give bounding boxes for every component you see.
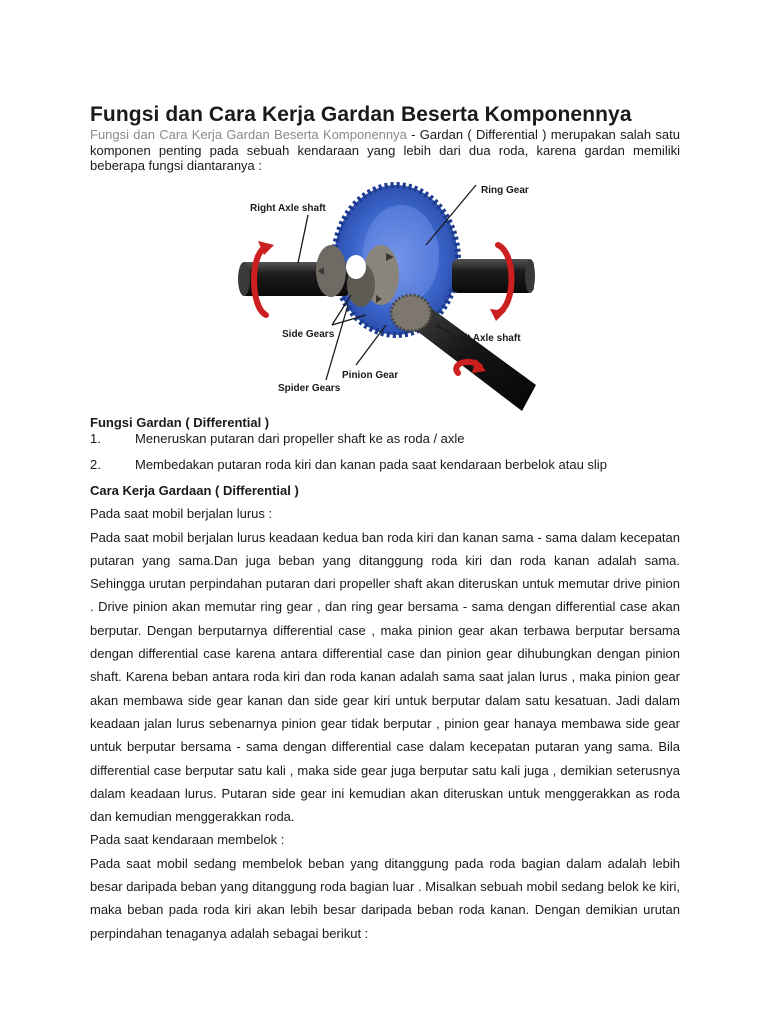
differential-diagram — [236, 175, 536, 418]
left-axle-shaft-shape — [452, 259, 535, 293]
label-left-axle-shaft: Left Axle shaft — [452, 333, 521, 344]
label-spider-gears: Spider Gears — [278, 383, 341, 394]
list-item-number: 2. — [90, 457, 101, 472]
pinion-shaft-shape — [391, 295, 536, 411]
straight-paragraph: Pada saat mobil berjalan lurus keadaan kedua ban roda kiri dan kanan sama - sama dalam kecepatan putaran yang sama.Dan juga beban yang ditanggung roda kiri dan roda kanan adalah sama. Sehingga urutan perpindahan putaran dari propeller shaft akan diteruskan untuk memutar drive pinion . Drive pinion akan memutar ring gear , dan ring gear bersama - sama dengan differential case akan berputar. Dengan berputarnya differential case , maka pinion gear akan terbawa berputar bersama dengan differential case karena antara differential case dan pinion gear dihubungkan dengan pinion shaft. Karena beban antara roda kiri dan roda kanan adalah sama saat jalan lurus , maka pinion gear akan membawa side gear kanan dan side gear kiri untuk berputar dalam satu kesatuan. Jadi dalam keadaan jalan lurus sebenarnya pinion gear tidak berputar , pinion gear hanaya membawa side gear untuk berputar bersama - sama dengan differential case dalam kecepatan putaran yang sama. Bila differential case berputar satu kali , maka side gear juga berputar satu kali juga , demikian seterusnya dalam keadaan lurus. Putaran side gear ini kemudian akan diteruskan untuk menggerakkan as roda dan kemudian menggerakkan roda. — [90, 529, 680, 825]
list-item — [90, 431, 465, 446]
list-item — [90, 457, 607, 472]
label-ring-gear: Ring Gear — [481, 185, 529, 196]
label-side-gears: Side Gears — [282, 329, 335, 340]
list-item-text: Meneruskan putaran dari propeller shaft ke as roda / axle — [135, 431, 465, 446]
intro-paragraph — [90, 127, 680, 174]
list-item-text: Membedakan putaran roda kiri dan kanan pada saat kendaraan berbelok atau slip — [135, 457, 607, 472]
page-title: Fungsi dan Cara Kerja Gardan Beserta Komponennya — [90, 103, 632, 126]
label-right-axle-shaft: Right Axle shaft — [250, 203, 326, 214]
functions-heading: Fungsi Gardan ( Differential ) — [90, 415, 270, 430]
straight-heading: Pada saat mobil berjalan lurus : — [90, 506, 273, 522]
workings-section — [90, 479, 680, 945]
turning-heading: Pada saat kendaraan membelok : — [90, 832, 285, 848]
workings-heading: Cara Kerja Gardaan ( Differential ) — [90, 483, 299, 498]
list-item-number: 1. — [90, 431, 101, 446]
intro-text: - Gardan ( Differential ) merupakan salah satu komponen penting pada sebuah kendaraan yang lebih dari dua roda, karena gardan memiliki beberapa fungsi diantaranya : — [90, 127, 680, 173]
turning-paragraph: Pada saat mobil sedang membelok beban yang ditanggung pada roda bagian dalam adalah lebih besar daripada beban yang ditanggung roda bagian luar . Misalkan sebuah mobil sedang belok ke kiri, maka beban pada roda kiri akan lebih besar daripada beban roda kanan. Dengan demikian urutan perpindahan tenaganya adalah sebagai berikut : — [90, 855, 680, 941]
intro-link[interactable]: Fungsi dan Cara Kerja Gardan Beserta Komponennya — [90, 127, 407, 142]
label-pinion-gear: Pinion Gear — [342, 370, 399, 381]
